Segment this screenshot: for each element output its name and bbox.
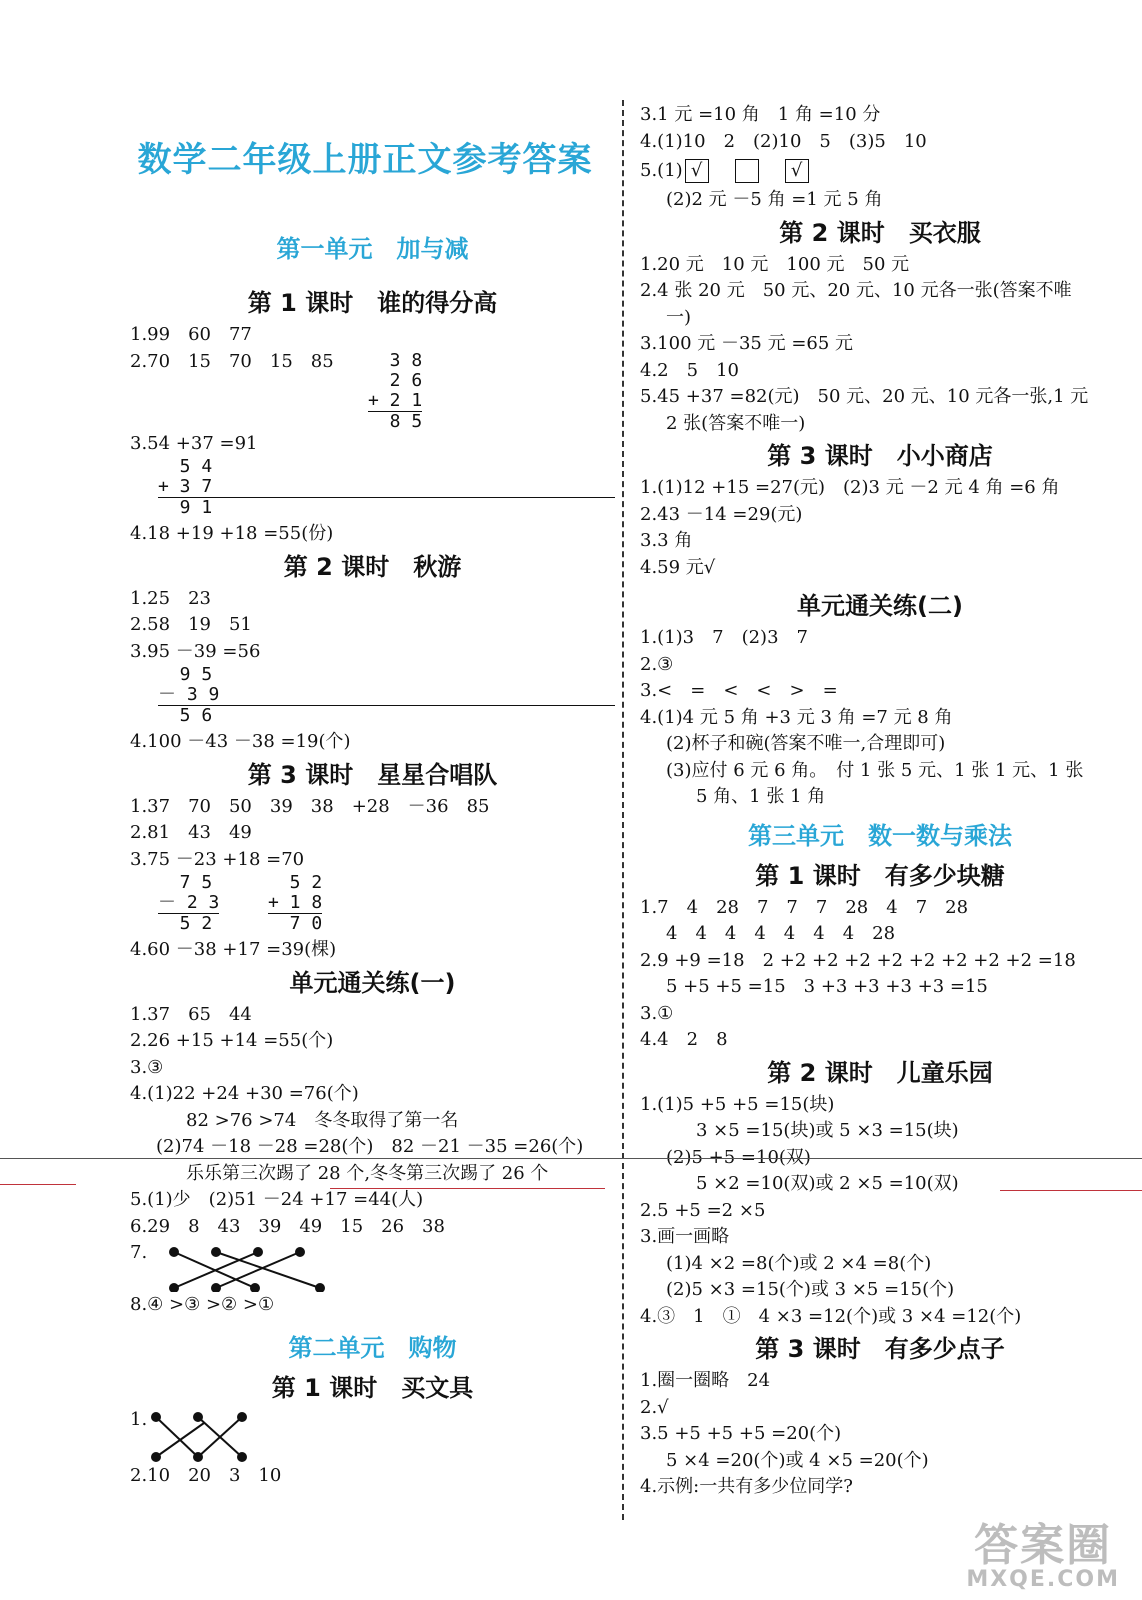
lesson-heading: 第 1 课时 有多少块糖 [755,861,1005,890]
scan-red-mark [330,1188,605,1189]
vertical-calculation: 7 5 － 2 3 5 2 [158,872,220,934]
answer-line: (2)杯子和碗(答案不唯一,合理即可) [666,733,946,754]
answer-line: 1.(1)12 +15 =27(元) (2)3 元 －2 元 4 角 =6 角 [640,477,1060,498]
checkbox-answer: √ [785,159,809,183]
answer-line: 3 ×5 =15(块)或 5 ×3 =15(块) [696,1120,959,1141]
answer-line: 2.③ [640,653,674,675]
answer-line: 3.95 －39 =56 [130,640,261,662]
answer-line: 4.(1)10 2 (2)10 5 (3)5 10 [640,130,927,152]
matching-lines-figure [150,1242,350,1292]
answer-line: 3.75 －23 +18 =70 [130,848,305,870]
answer-line: 8.④ >③ >② >① [130,1294,275,1315]
answer-line: 1.圈一圈略 24 [640,1370,771,1391]
checkbox-answer [735,159,759,183]
left-column [130,228,615,1489]
lesson-heading: 第 1 课时 买文具 [271,1373,474,1402]
answer-line: 2.√ [640,1396,669,1418]
answer-line: 3.3 角 [640,530,693,551]
answer-line: 5 +5 +5 =15 3 +3 +3 +3 +3 =15 [666,976,988,997]
answer-line: 3.5 +5 +5 +5 =20(个) [640,1423,842,1444]
answer-line: (2)2 元 －5 角 =1 元 5 角 [666,189,883,210]
answer-line: 5 ×4 =20(个)或 4 ×5 =20(个) [666,1449,929,1471]
vertical-calculation: 5 2 + 1 8 7 0 [268,872,323,934]
answer-line: 乐乐第三次踢了 28 个,冬冬第三次踢了 26 个 [186,1162,549,1184]
lesson-heading: 第 2 课时 买衣服 [779,218,981,247]
answer-line: (1)4 ×2 =8(个)或 2 ×4 =8(个) [666,1252,932,1274]
answer-line: 2.58 19 51 [130,614,252,635]
answer-line: 4.18 +19 +18 =55(份) [130,523,334,544]
answer-line: 2.9 +9 =18 2 +2 +2 +2 +2 +2 +2 +2 +2 =18 [640,949,1076,971]
unit-3-heading: 第三单元 数一数与乘法 [748,821,1012,850]
matching-lines-figure [150,1409,270,1465]
answer-line: 1.20 元 10 元 100 元 50 元 [640,253,910,275]
answer-line: 82 >76 >74 冬冬取得了第一名 [186,1109,459,1131]
lesson-heading: 单元通关练(二) [797,592,963,620]
lesson-heading: 第 2 课时 秋游 [283,552,462,581]
answer-line: 3.100 元 －35 元 =65 元 [640,333,854,354]
vertical-calculation: 5 4 + 3 7 9 1 [158,457,615,521]
answer-line: 5 角、1 张 1 角 [696,786,826,807]
lesson-heading: 第 3 课时 有多少点子 [755,1335,1005,1363]
answer-line: 4 4 4 4 4 4 4 28 [666,923,896,944]
answer-line: (2)5 +5 =10(双) [666,1146,811,1168]
answer-line: 1.99 60 77 [130,324,252,345]
lesson-heading: 第 3 课时 小小商店 [767,442,993,470]
lesson-heading: 第 1 课时 谁的得分高 [247,289,498,317]
answer-line: 3.① [640,1002,674,1024]
answer-line: 4.59 元√ [640,556,716,578]
answer-line: 3.1 元 =10 角 1 角 =10 分 [640,104,881,125]
answer-line: 4.示例:一共有多少位同学? [640,1476,853,1497]
checkbox-answer: √ [685,159,709,183]
watermark-logo: 答案圈 MXQE.COM [966,1520,1120,1592]
page-title: 数学二年级上册正文参考答案 [137,140,593,180]
answer-line: 5 ×2 =10(双)或 2 ×5 =10(双) [696,1173,959,1194]
answer-line: 3.③ [130,1056,164,1078]
scan-red-mark [0,1184,76,1185]
answer-line: 1.(1)3 7 (2)3 7 [640,627,808,648]
answer-line: 4.2 5 10 [640,359,739,381]
right-column [640,102,1120,1501]
lesson-heading: 第 3 课时 星星合唱队 [247,760,498,789]
vertical-calculation: 9 5 － 3 9 5 6 [158,665,615,729]
answer-line: (2)5 ×3 =15(个)或 3 ×5 =15(个) [666,1279,955,1300]
answer-line: 3.< = < < > = [640,680,838,701]
answer-line: 5.(1) [640,159,683,181]
scan-red-mark [1000,1190,1142,1191]
answer-line: 4.③ 1 ① 4 ×3 =12(个)或 3 ×4 =12(个) [640,1305,1022,1327]
answer-line: 2.26 +15 +14 =55(个) [130,1030,334,1051]
vertical-calculation: 3 8 2 6 + 2 1 8 5 [368,349,423,432]
answer-line: 1.37 70 50 39 38 +28 －36 85 [130,795,490,817]
answer-line: 2.81 43 49 [130,822,252,843]
answer-line: 2.4 张 20 元 50 元、20 元、10 元各一张(答案不唯 [640,280,1072,301]
answer-line: 7. [130,1242,148,1263]
answer-line: 5.(1)少 (2)51 －24 +17 =44(人) [130,1189,424,1210]
answer-line: (3)应付 6 元 6 角。 付 1 张 5 元、1 张 1 元、1 张 [666,759,1084,781]
lesson-heading: 第 2 课时 儿童乐园 [767,1058,993,1087]
answer-line: 2.43 －14 =29(元) [640,503,803,525]
scan-fold-line [0,1158,1142,1159]
answer-line: 2.70 15 70 15 85 [130,350,334,372]
answer-line: 4.(1)4 元 5 角 +3 元 3 角 =7 元 8 角 [640,706,953,728]
answer-line: 1.37 65 44 [130,1003,252,1025]
unit-2-heading: 第二单元 购物 [288,1333,457,1362]
answer-line: 2.10 20 3 10 [130,1464,282,1486]
answer-line: 1.7 4 28 7 7 7 28 4 7 28 [640,896,969,918]
answer-line: 4.100 －43 －38 =19(个) [130,731,351,752]
answer-line: 4.4 2 8 [640,1029,728,1050]
answer-line: 1.(1)5 +5 +5 =15(块) [640,1093,835,1115]
answer-line: 4.(1)22 +24 +30 =76(个) [130,1083,359,1104]
answer-line: 6.29 8 43 39 49 15 26 38 [130,1215,445,1237]
answer-line: 1.25 23 [130,587,211,609]
answer-line: 5.45 +37 =82(元) 50 元、20 元、10 元各一张,1 元 [640,386,1089,407]
column-divider [622,100,624,1520]
answer-line: 4.60 －38 +17 =39(棵) [130,939,337,960]
answer-line: (2)74 －18 －28 =28(个) 82 －21 －35 =26(个) [156,1136,584,1157]
unit-1-heading: 第一单元 加与减 [276,235,469,263]
answer-line: 3.54 +37 =91 [130,432,258,454]
answer-line: 1. [130,1408,148,1430]
answer-line: 一) [666,306,692,328]
lesson-heading: 单元通关练(一) [289,968,456,997]
answer-line: 2.5 +5 =2 ×5 [640,1199,766,1221]
answer-line: 2 张(答案不唯一) [666,412,806,434]
answer-line: 3.画一画略 [640,1226,730,1247]
